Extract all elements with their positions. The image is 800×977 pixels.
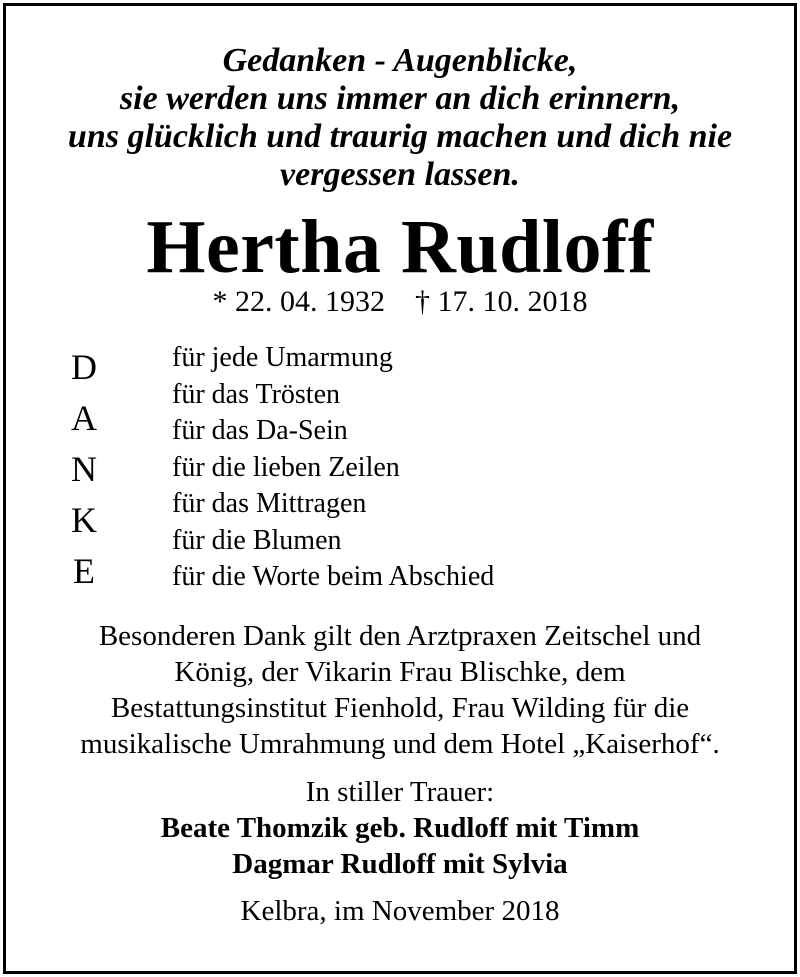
thanks-item: für das Mittragen xyxy=(172,488,367,519)
danke-letter: N xyxy=(71,449,97,489)
poem-block xyxy=(0,42,800,194)
life-dates: * 22. 04. 1932 † 17. 10. 2018 xyxy=(212,285,588,318)
special-thanks-paragraph xyxy=(0,618,800,762)
special-thanks-line: musikalische Umrahmung und dem Hotel „Kaiserhof“. xyxy=(80,728,720,760)
danke-vertical-word xyxy=(58,342,110,597)
deceased-name: Hertha Rudloff xyxy=(146,205,654,289)
thanks-item: für jede Umarmung xyxy=(172,342,393,373)
mourner-name: Beate Thomzik geb. Rudloff mit Timm xyxy=(160,812,640,844)
thanks-item: für die Blumen xyxy=(172,524,342,556)
thanks-item: für das Trösten xyxy=(172,378,341,410)
thanks-item: für die Worte beim Abschied xyxy=(172,561,495,592)
danke-letter: D xyxy=(71,347,97,387)
special-thanks-line: Besonderen Dank gilt den Arztpraxen Zeitschel und xyxy=(98,620,702,652)
danke-letter: K xyxy=(71,500,97,540)
poem-line: uns glücklich und traurig machen und dich nie xyxy=(67,118,733,155)
mourning-block xyxy=(0,774,800,882)
thanks-list xyxy=(172,340,494,596)
thanks-item: für das Da-Sein xyxy=(172,415,348,446)
mourning-intro: In stiller Trauer: xyxy=(305,776,495,808)
poem-line: Gedanken - Augenblicke, xyxy=(222,42,578,79)
danke-letter: E xyxy=(73,551,95,591)
place-and-date: Kelbra, im November 2018 xyxy=(240,895,560,927)
thanks-item: für die lieben Zeilen xyxy=(172,451,400,483)
special-thanks-line: König, der Vikarin Frau Blischke, dem xyxy=(174,656,626,688)
danke-letter: A xyxy=(71,398,97,438)
poem-line: sie werden uns immer an dich erinnern, xyxy=(119,80,681,117)
poem-line: vergessen lassen. xyxy=(280,156,520,193)
mourner-name: Dagmar Rudloff mit Sylvia xyxy=(232,848,568,880)
special-thanks-line: Bestattungsinstitut Fienhold, Frau Wilding für die xyxy=(110,692,690,724)
